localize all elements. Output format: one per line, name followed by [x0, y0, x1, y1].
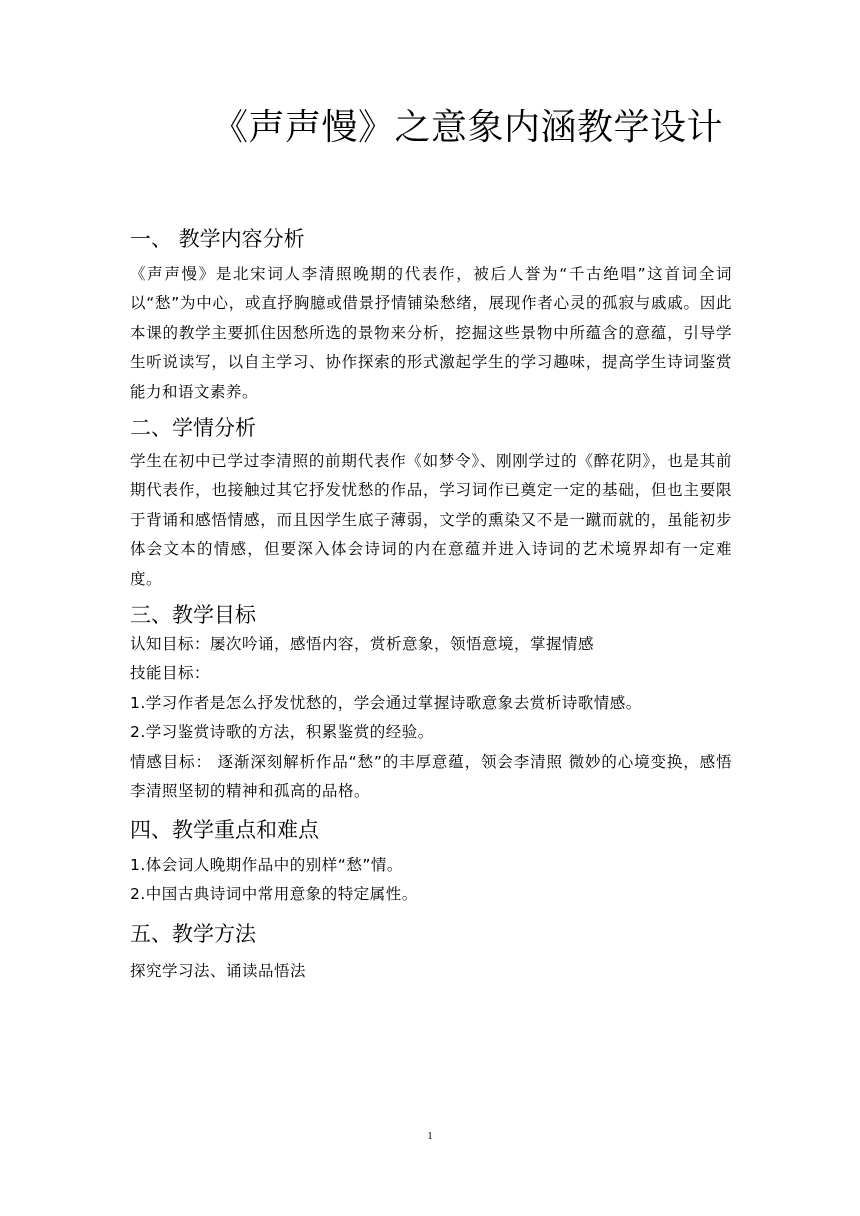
section-paragraph: 学生在初中已学过李清照的前期代表作《如梦令》、刚刚学过的《醉花阴》，也是其前期代表作，也接触过其它抒发忧愁的作品，学习词作已奠定一定的基础，但也主要限于背诵和感悟情感，而且因学生底子薄弱，文学的熏染又不是一蹴而就的，虽能初步体会文本的情感，但要深入体会诗词的内在意蕴并进入诗词的艺术境界却有一定难度。 [130, 452, 732, 588]
document-body [130, 222, 732, 987]
goal-line: 1.学习作者是怎么抒发忧愁的，学会通过掌握诗歌意象去赏析诗歌情感。 [130, 693, 642, 712]
goal-line: 2.学习鉴赏诗歌的方法，积累鉴赏的经验。 [130, 723, 434, 742]
section-heading: 二、学情分析 [130, 416, 256, 441]
page-number: 1 [427, 1130, 433, 1142]
goal-line: 技能目标： [130, 664, 211, 683]
section-heading: 五、教学方法 [130, 922, 256, 947]
section-heading: 一、 教学内容分析 [130, 227, 305, 251]
section-teaching-goals [130, 598, 732, 806]
section-paragraph: 情感目标： 逐渐深刻解析作品“愁”的丰厚意蕴，领会李清照 微妙的心境变换，感悟李清照坚韧的精神和孤高的品格。 [130, 752, 732, 801]
method-line: 探究学习法、诵读品悟法 [130, 962, 307, 981]
section-paragraph: 《声声慢》是北宋词人李清照晚期的代表作，被后人誉为“千古绝唱”这首词全词以“愁”为中心，或直抒胸臆或借景抒情铺染愁绪，展现作者心灵的孤寂与戚戚。因此本课的教学主要抓住因愁所选的景物来分析，挖掘这些景物中所蕴含的意蕴，引导学生听说读写，以自主学习、协作探索的形式激起学生的学习趣味，提高学生诗词鉴赏能力和语文素养。 [130, 265, 732, 401]
section-teaching-methods [130, 917, 732, 986]
section-heading: 三、教学目标 [130, 603, 256, 628]
goal-line: 认知目标：屡次吟诵，感悟内容，赏析意象，领悟意境，掌握情感 [130, 635, 595, 654]
key-point-line: 1.体会词人晚期作品中的别样“愁”情。 [130, 855, 403, 874]
section-key-points [130, 813, 732, 910]
key-point-line: 2.中国古典诗词中常用意象的特定属性。 [130, 884, 418, 903]
section-heading: 四、教学重点和难点 [130, 817, 319, 842]
section-student-analysis [130, 411, 732, 594]
section-content-analysis [130, 222, 732, 407]
document-title: 《声声慢》之意象内涵教学设计 [212, 107, 724, 148]
